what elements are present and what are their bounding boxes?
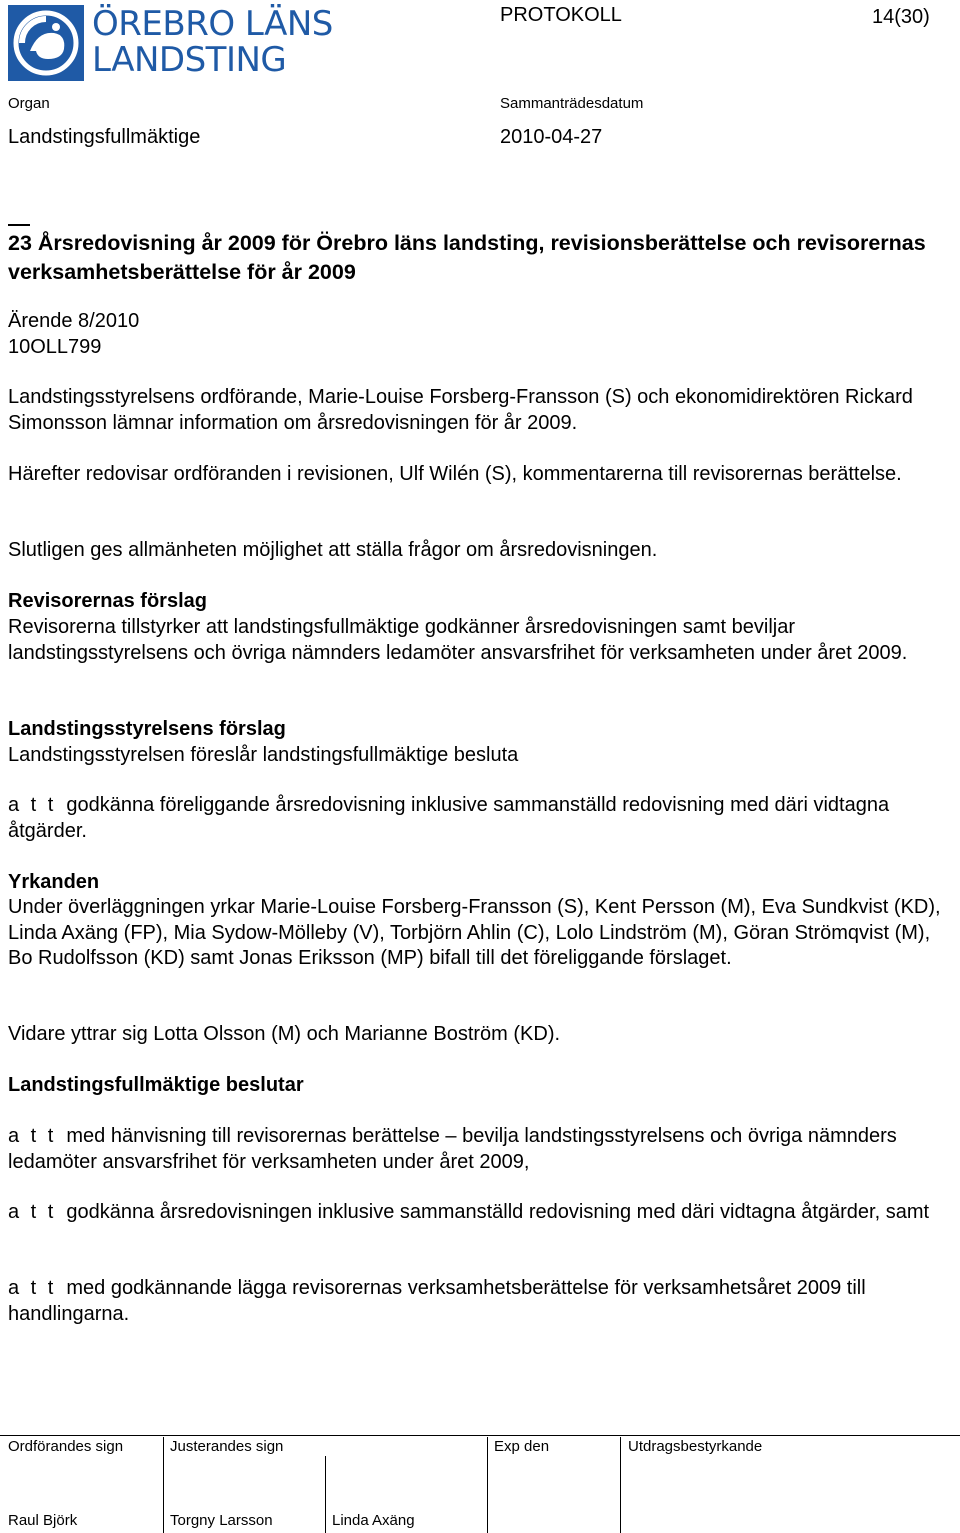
beslut-att-2 bbox=[8, 1200, 950, 1226]
att-text: med hänvisning till revisorernas berättelse – bevilja landstingsstyrelsens och övriga nämnders ledamöter ansvarsfrihet för verksamheten under året 2009, bbox=[8, 1125, 897, 1173]
meeting-date: 2010-04-27 bbox=[500, 126, 603, 148]
paragraph-revisor-proposal: Revisorerna tillstyrker att landstingsfullmäktige godkänner årsredovisningen samt beviljar landstingsstyrelsens och övriga nämnders ledamöter ansvarsfrihet för verksamheten under året 2009. bbox=[8, 616, 908, 664]
section-title: 23 Årsredovisning år 2009 för Örebro läns landsting, revisionsberättelse och revisorernas verksamhetsberättelse för år 2009 bbox=[8, 231, 926, 284]
att-text: med godkännande lägga revisorernas verksamhetsberättelse för verksamhetsåret 2009 till handlingarna. bbox=[8, 1277, 866, 1325]
beslut-att-3 bbox=[8, 1276, 950, 1327]
heading-ls-proposal: Landstingsstyrelsens förslag bbox=[8, 718, 286, 740]
paragraph-ls-proposal: Landstingsstyrelsen föreslår landstingsfullmäktige besluta bbox=[8, 744, 519, 766]
footer-sign-2: Torgny Larsson bbox=[170, 1512, 273, 1529]
att-label: a t t bbox=[8, 1201, 57, 1223]
paragraph-vidare: Vidare yttrar sig Lotta Olsson (M) och Marianne Boström (KD). bbox=[8, 1023, 561, 1045]
heading-revisor-proposal: Revisorernas förslag bbox=[8, 590, 207, 612]
organ-label: Organ bbox=[8, 95, 50, 112]
footer-divider-2 bbox=[325, 1456, 326, 1533]
footer-divider-1 bbox=[163, 1437, 164, 1533]
att-label: a t t bbox=[8, 1277, 57, 1299]
diarie-number: 10OLL799 bbox=[8, 336, 102, 358]
logo-wordmark bbox=[92, 6, 333, 78]
organ-value: Landstingsfullmäktige bbox=[8, 126, 201, 148]
footer-justerande-label: Justerandes sign bbox=[170, 1438, 284, 1455]
att-text: godkänna föreliggande årsredovisning inklusive sammanställd redovisning med däri vidtagna åtgärder. bbox=[8, 794, 890, 842]
footer-exp-label: Exp den bbox=[494, 1438, 550, 1455]
beslut-att-1 bbox=[8, 1124, 950, 1175]
att-text: godkänna årsredovisningen inklusive sammanställd redovisning med däri vidtagna åtgärder, samt bbox=[66, 1201, 930, 1223]
att-label: a t t bbox=[8, 1125, 57, 1147]
date-label: Sammanträdesdatum bbox=[500, 95, 644, 112]
paragraph-yrkanden: Under överläggningen yrkar Marie-Louise Forsberg-Fransson (S), Kent Persson (M), Eva Sundkvist (KD), Linda Axäng (FP), Mia Sydow-Mölleby (V), Torbjörn Ahlin (C), Lolo Lindström (M), Göran Strömqvist (M), Bo Rudolfsson (KD) samt Jonas Eriksson (MP) bifall till det föreliggande förslaget. bbox=[8, 896, 941, 969]
footer-utdrag-label: Utdragsbestyrkande bbox=[628, 1438, 763, 1455]
footer-ordforande-label: Ordförandes sign bbox=[8, 1438, 124, 1455]
footer-sign-1: Raul Björk bbox=[8, 1512, 78, 1529]
title-underline bbox=[8, 224, 30, 226]
heading-yrkanden: Yrkanden bbox=[8, 871, 100, 893]
heading-beslut: Landstingsfullmäktige beslutar bbox=[8, 1074, 304, 1096]
arende-number: Ärende 8/2010 bbox=[8, 310, 140, 332]
paragraph-revision-comments: Härefter redovisar ordföranden i revisionen, Ulf Wilén (S), kommentarerna till revisorernas berättelse. bbox=[8, 463, 902, 485]
landsting-logo-icon bbox=[8, 5, 84, 81]
doc-type: PROTOKOLL bbox=[500, 4, 622, 26]
logo-line-2: LANDSTING bbox=[92, 40, 287, 80]
footer-divider-3 bbox=[487, 1437, 488, 1533]
footer-top-rule bbox=[0, 1435, 960, 1436]
ls-att-clause bbox=[8, 793, 950, 844]
att-label: a t t bbox=[8, 794, 57, 816]
logo-line-1: ÖREBRO LÄNS bbox=[92, 4, 333, 44]
footer-divider-4 bbox=[620, 1437, 621, 1533]
footer-sign-3: Linda Axäng bbox=[332, 1512, 415, 1529]
page-number: 14(30) bbox=[872, 6, 930, 28]
paragraph-information: Landstingsstyrelsens ordförande, Marie-Louise Forsberg-Fransson (S) och ekonomidirektören Rickard Simonsson lämnar information om årsredovisningen för år 2009. bbox=[8, 386, 913, 434]
paragraph-public-questions: Slutligen ges allmänheten möjlighet att ställa frågor om årsredovisningen. bbox=[8, 539, 658, 561]
